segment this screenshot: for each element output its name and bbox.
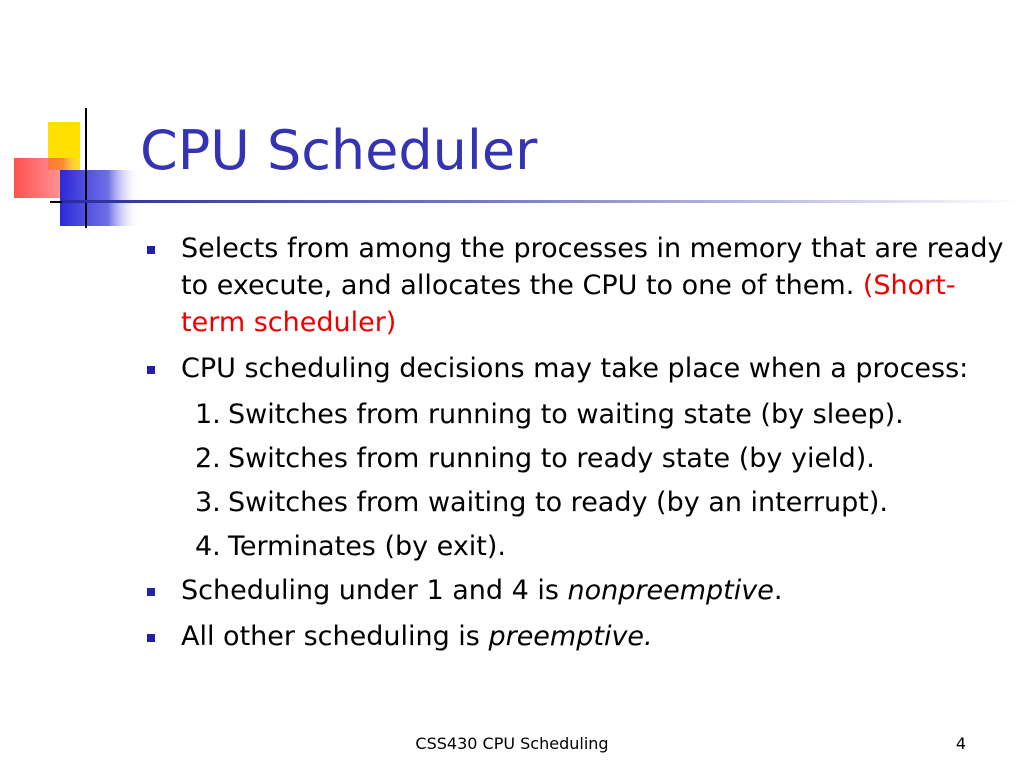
slide-title: CPU Scheduler	[140, 119, 538, 182]
item-number: 1.	[195, 399, 221, 430]
slide-content	[140, 230, 1010, 664]
numbered-item	[140, 484, 1010, 521]
logo-blue-bar	[60, 170, 140, 226]
bullet-marker	[147, 634, 155, 642]
numbered-list	[140, 396, 1010, 565]
bullet-emphasis: nonpreemptive	[567, 575, 774, 606]
bullet-text-end: .	[773, 575, 783, 606]
bullet-marker	[147, 588, 155, 596]
numbered-item	[140, 528, 1010, 565]
numbered-item	[140, 396, 1010, 433]
slide-footer: CSS430 CPU Scheduling	[415, 734, 609, 753]
bullet-text: Scheduling under 1 and 4 is	[181, 575, 568, 606]
bullet-text: Selects from among the processes in memory that are ready to execute, and allocates the CPU to one of them.	[181, 233, 1004, 301]
title-underline	[62, 200, 1020, 203]
bullet-marker	[147, 366, 155, 374]
item-number: 3.	[195, 487, 221, 518]
decorative-logo	[0, 100, 150, 230]
bullet-item	[140, 618, 1010, 655]
item-text: Terminates (by exit).	[228, 531, 507, 562]
item-text: Switches from waiting to ready (by an interrupt).	[228, 487, 889, 518]
page-number: 4	[955, 734, 966, 753]
bullet-item	[140, 230, 1010, 341]
item-number: 4.	[195, 531, 221, 562]
item-text: Switches from running to waiting state (by sleep).	[228, 399, 904, 430]
numbered-item	[140, 440, 1010, 477]
bullet-text: All other scheduling is	[181, 621, 489, 652]
bullet-text: CPU scheduling decisions may take place when a process:	[181, 353, 969, 384]
bullet-emphasis: preemptive.	[488, 621, 653, 652]
bullet-item	[140, 572, 1010, 609]
bullet-item	[140, 350, 1010, 387]
item-text: Switches from running to ready state (by yield).	[228, 443, 875, 474]
bullet-marker	[147, 246, 155, 254]
item-number: 2.	[195, 443, 221, 474]
bullet-highlight: (Short-term scheduler)	[181, 270, 956, 338]
